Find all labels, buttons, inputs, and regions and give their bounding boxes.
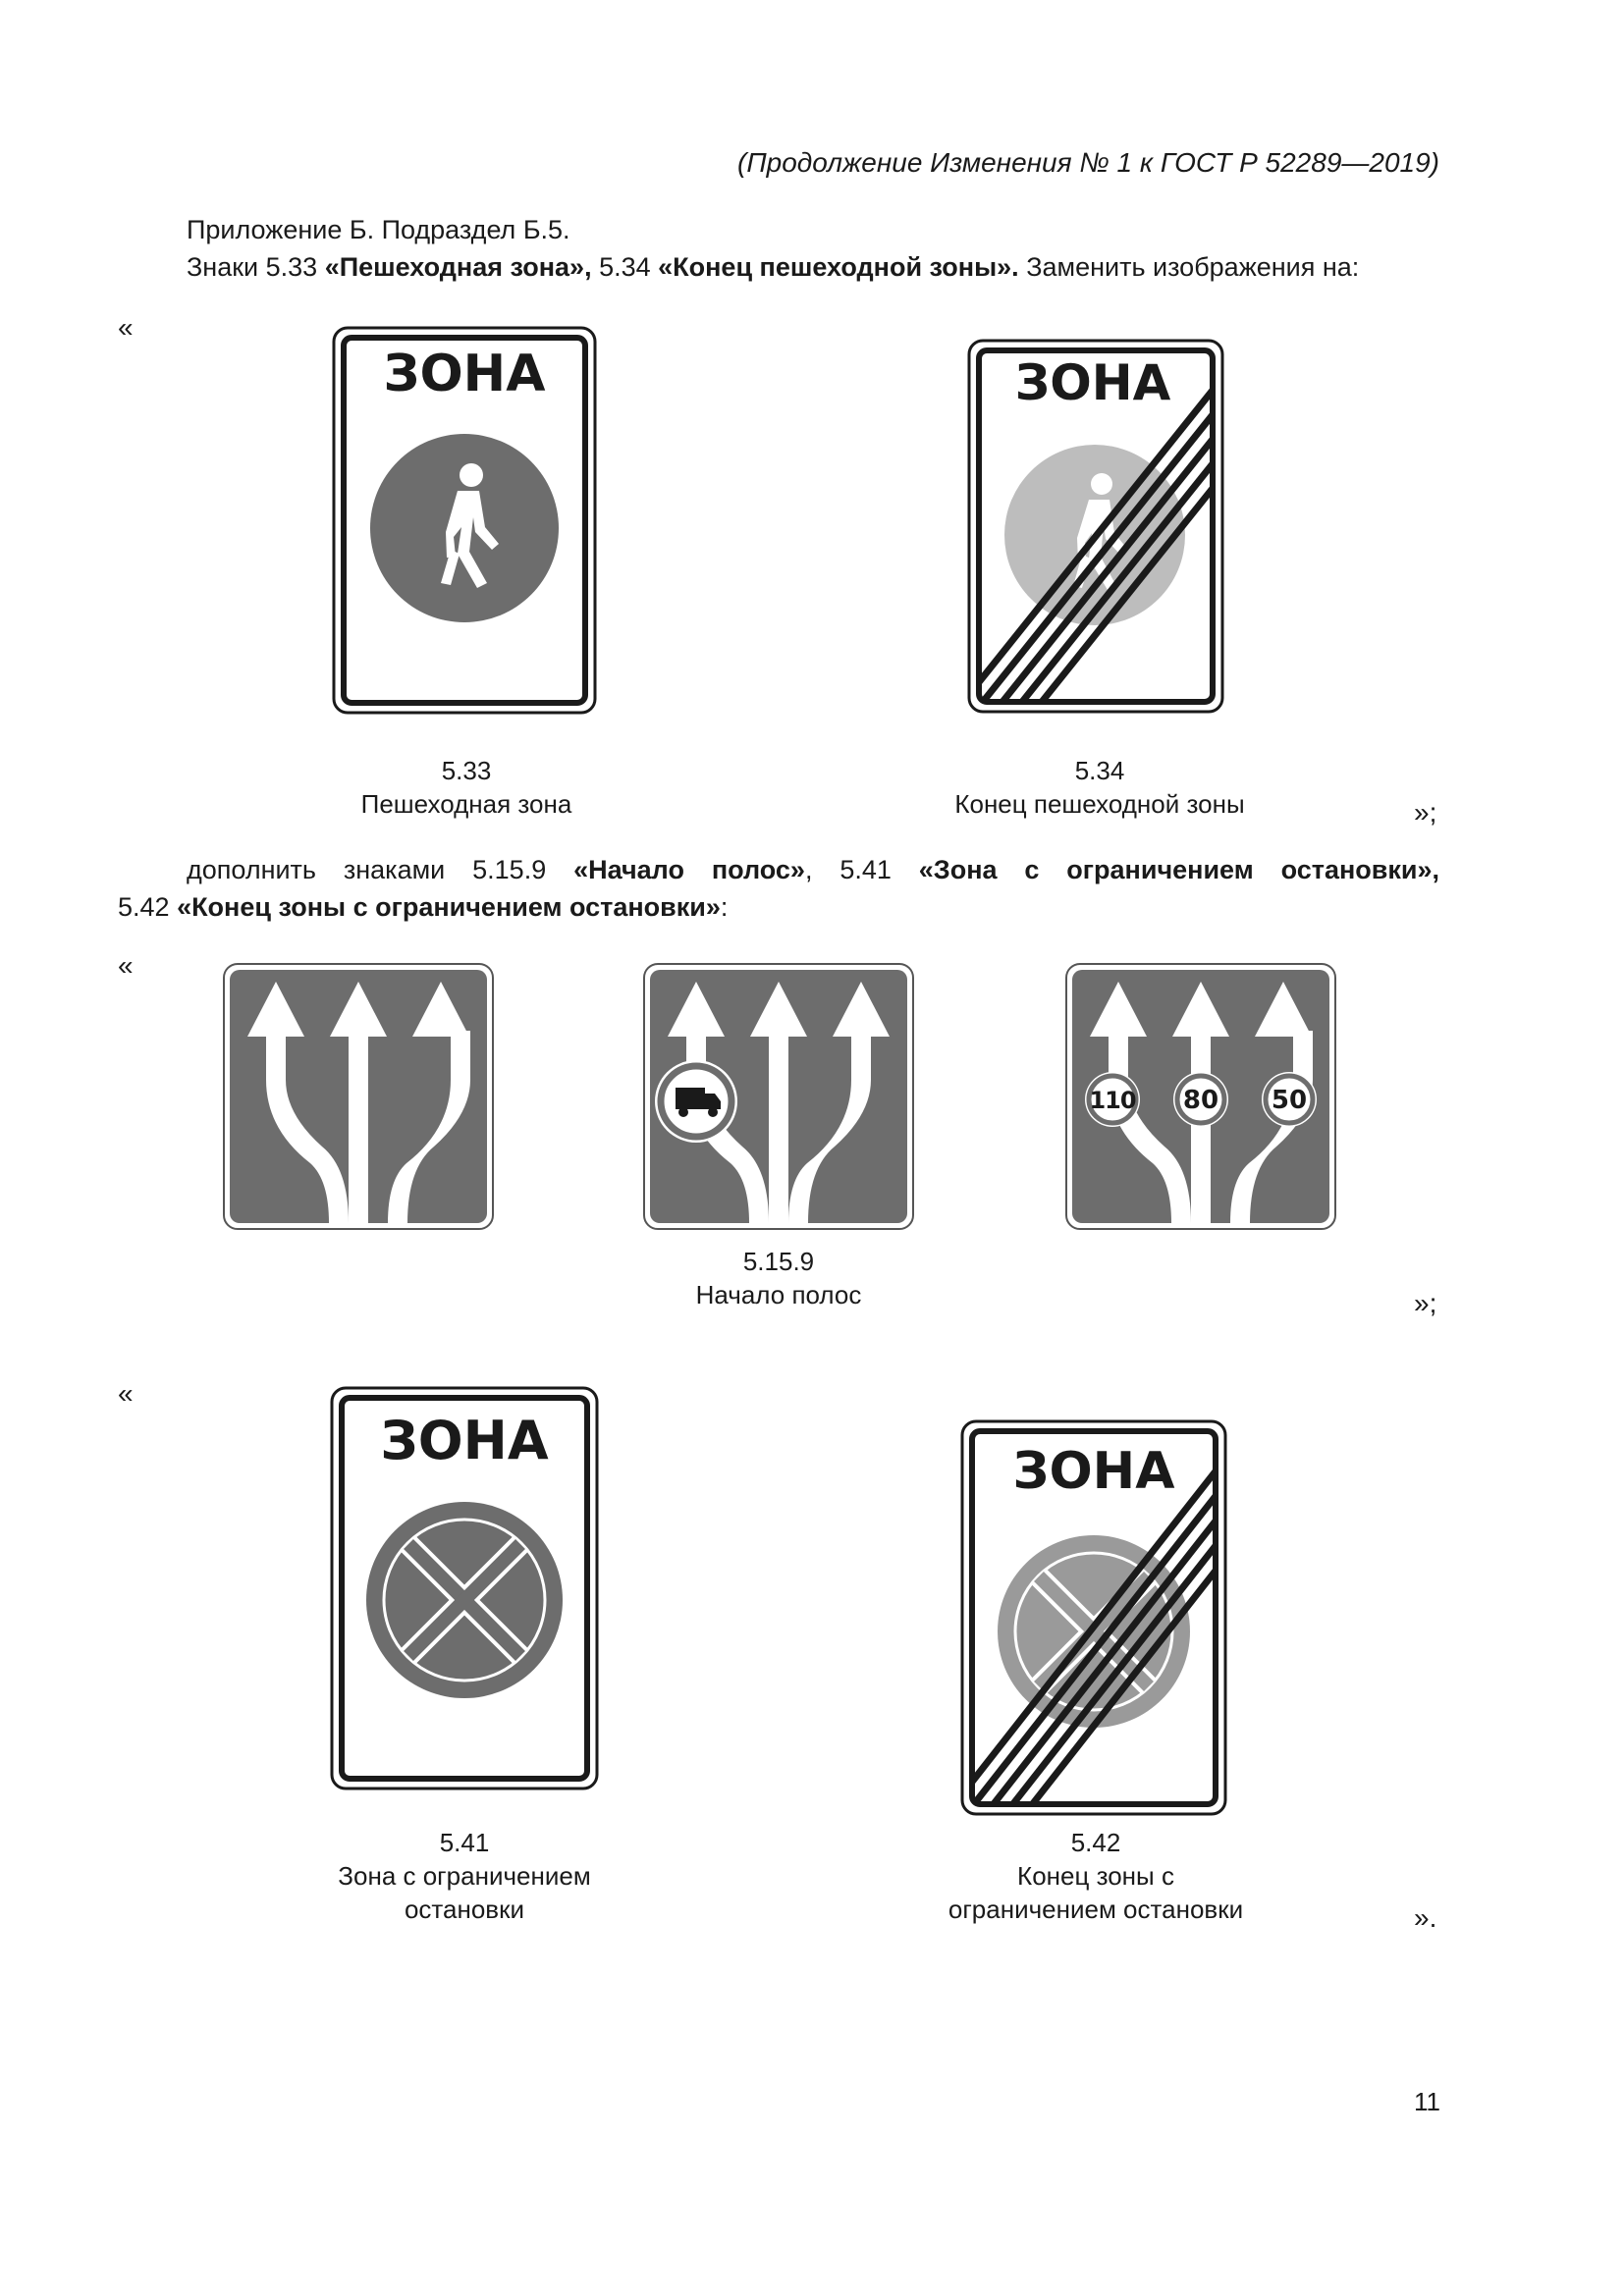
speed-value: 110	[1089, 1087, 1136, 1114]
open-quote: «	[118, 1378, 134, 1409]
sign-name-line1: Зона с ограничением	[338, 1861, 591, 1891]
sign-name-line2: ограничением остановки	[947, 1895, 1244, 1924]
text-run: Заменить изображения на:	[1018, 252, 1360, 282]
sign-number: 5.15.9	[742, 1247, 815, 1276]
bold-run: «Пешеходная зона»,	[324, 252, 592, 282]
sign-name-line1: Конец зоны с	[1017, 1861, 1174, 1891]
zone-label: ЗОНА	[380, 1410, 549, 1471]
sign-name: Начало полос	[695, 1280, 862, 1309]
sign-5-15-9-variant-a	[222, 962, 495, 1231]
add-signs-line1	[187, 852, 1439, 887]
speed-limit-50	[1262, 1072, 1317, 1127]
appendix-line: Приложение Б. Подраздел Б.5.	[187, 215, 570, 244]
sign-number: 5.42	[1070, 1828, 1121, 1857]
text-run: :	[720, 892, 729, 922]
speed-limit-80	[1173, 1072, 1228, 1127]
no-trucks-badge	[655, 1060, 737, 1143]
caption-5-41	[295, 1826, 634, 1926]
caption-5-15-9	[648, 1245, 909, 1311]
add-signs-line2	[118, 889, 728, 925]
sign-5-41-no-stopping-zone	[330, 1386, 599, 1790]
bold-run: «Конец зоны с ограничением остановки»	[177, 892, 721, 922]
sign-5-15-9-variant-b	[642, 962, 915, 1231]
sign-5-33-pedestrian-zone	[332, 326, 597, 715]
text-run: дополнить знаками 5.15.9	[187, 855, 574, 884]
open-quote: «	[118, 950, 134, 981]
close-quote: »;	[1414, 797, 1437, 828]
zone-label: ЗОНА	[383, 345, 546, 403]
sign-5-15-9-variant-c	[1064, 962, 1337, 1231]
close-quote: ».	[1414, 1902, 1437, 1933]
sign-name: Пешеходная зона	[360, 789, 572, 819]
open-quote: «	[118, 312, 134, 343]
sign-number: 5.34	[1074, 756, 1125, 785]
sign-5-34-end-pedestrian-zone	[967, 339, 1224, 714]
sign-name-line2: остановки	[404, 1895, 525, 1924]
text-run: , 5.41	[804, 855, 919, 884]
text-run: 5.34	[591, 252, 659, 282]
caption-5-33	[304, 754, 628, 821]
zone-label: ЗОНА	[1012, 1442, 1175, 1501]
sign-name: Конец пешеходной зоны	[954, 789, 1245, 819]
replace-instruction	[187, 249, 1359, 285]
sign-5-42-end-no-stopping-zone	[960, 1419, 1227, 1816]
bold-run: «Зона с ограничением остановки»,	[918, 855, 1439, 884]
bold-run: «Начало полос»	[573, 855, 805, 884]
speed-limit-110	[1085, 1072, 1140, 1127]
bold-run: «Конец пешеходной зоны».	[658, 252, 1019, 282]
caption-5-42	[903, 1826, 1288, 1926]
sign-number: 5.33	[441, 756, 492, 785]
speed-value: 80	[1182, 1086, 1219, 1115]
zone-label: ЗОНА	[1014, 354, 1171, 411]
sign-number: 5.41	[439, 1828, 490, 1857]
document-header: (Продолжение Изменения № 1 к ГОСТ Р 52289—2019)	[737, 147, 1439, 178]
speed-value: 50	[1271, 1086, 1308, 1115]
text-run: Знаки 5.33	[187, 252, 325, 282]
close-quote: »;	[1414, 1288, 1437, 1318]
page-number: 11	[1414, 2087, 1440, 2116]
caption-5-34	[913, 754, 1286, 821]
text-run: 5.42	[118, 892, 178, 922]
no-stopping-icon	[366, 1502, 563, 1698]
